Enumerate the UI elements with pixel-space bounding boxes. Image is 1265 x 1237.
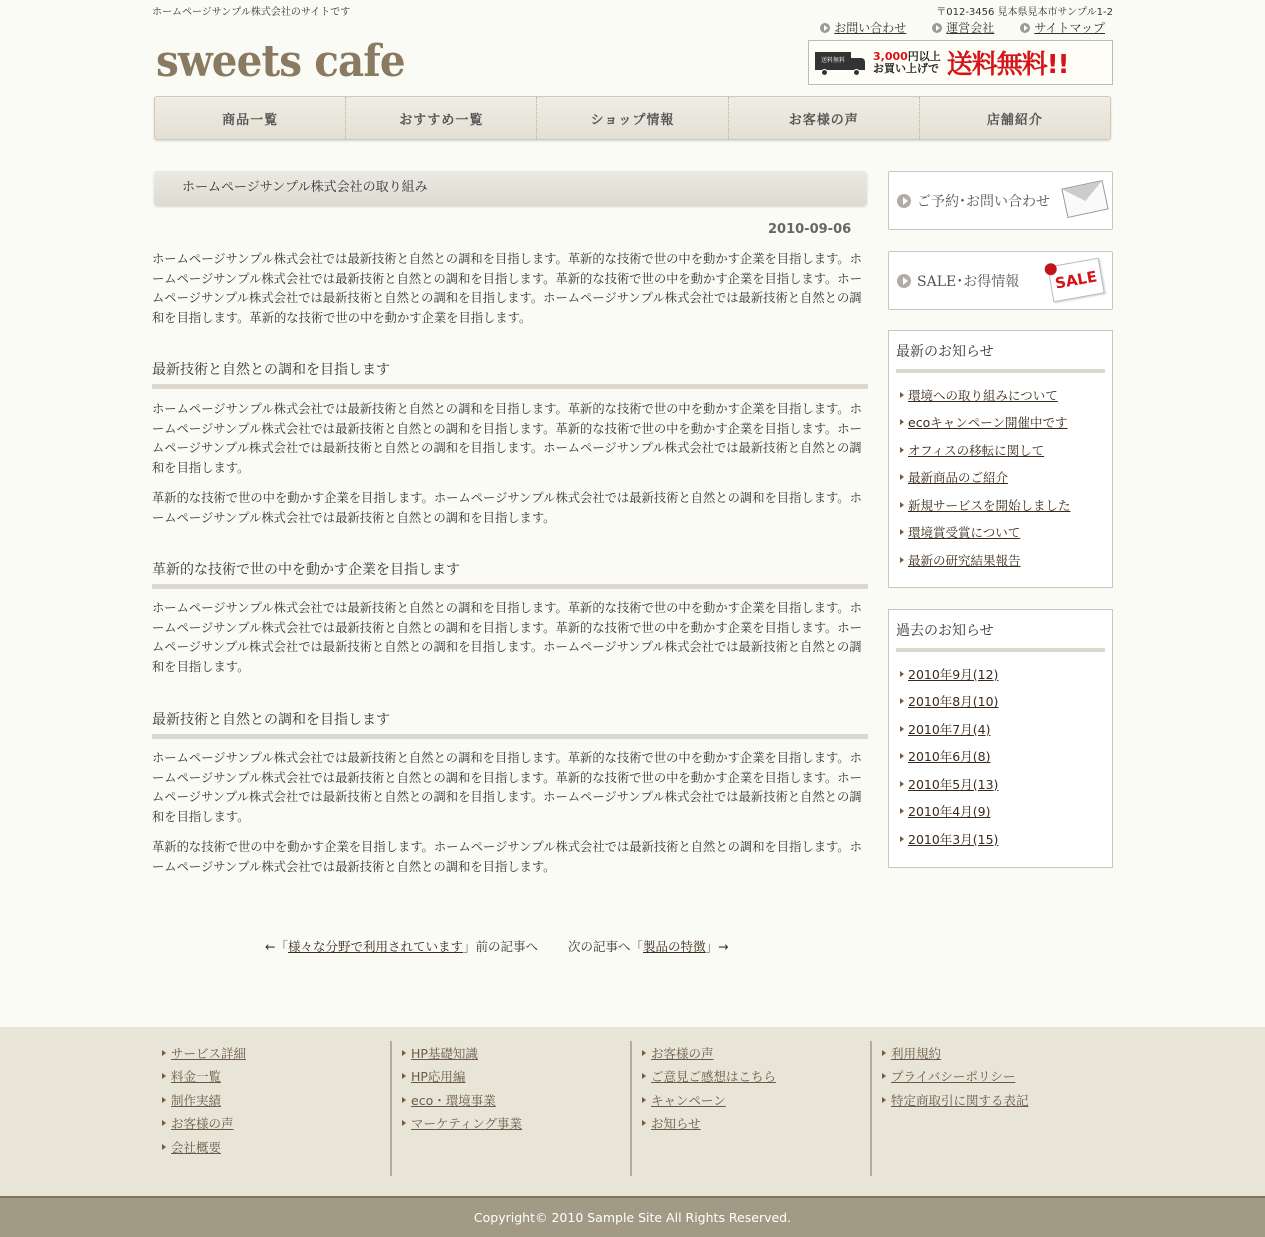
triangle-bullet-icon [900,836,904,842]
latest-news-box [888,330,1113,588]
footer-link-item: eco・環境事業 [402,1088,630,1112]
footer-link-item: HP基礎知識 [402,1041,630,1065]
triangle-bullet-icon [900,502,904,508]
arrow-circle-icon [897,194,911,208]
footer-link-item: 特定商取引に関する表記 [882,1088,1112,1112]
arrow-circle-icon [897,274,911,288]
sale-button[interactable]: SALE･お得情報 SALE [888,251,1113,310]
footer [0,1027,1265,1197]
post-date: 2010-09-06 [768,222,852,237]
triangle-bullet-icon [900,392,904,398]
news-item: 環境への取り組みについて [896,381,1105,409]
archive-item: 2010年7月(4) [896,715,1105,743]
footer-link-item: お客様の声 [162,1112,390,1136]
footer-link-item: ご意見ご感想はこちら [642,1065,870,1089]
triangle-bullet-icon [642,1097,646,1103]
site-logo[interactable]: sweets cafe [156,36,405,87]
footer-column [632,1041,872,1176]
footer-link-item: 利用規約 [882,1041,1112,1065]
nav-store[interactable]: 店舗紹介 [986,112,1043,128]
sale-tag-icon: SALE [1047,258,1104,302]
archive-item: 2010年6月(8) [896,743,1105,771]
news-item: オフィスの移転に関して [896,436,1105,464]
footer-link-item: 料金一覧 [162,1065,390,1089]
arrow-circle-icon [1020,23,1030,33]
triangle-bullet-icon [900,447,904,453]
free-shipping-banner[interactable] [808,40,1113,85]
site-tagline: ホームページサンプル株式会社のサイトです [152,7,351,18]
footer-link-item: サービス詳細 [162,1041,390,1065]
news-item: 新規サービスを開始しました [896,491,1105,519]
nav-products[interactable]: 商品一覧 [155,97,346,139]
news-item: 最新商品のご紹介 [896,464,1105,492]
section-heading: 最新技術と自然との調和を目指します [152,359,868,389]
triangle-bullet-icon [882,1073,886,1079]
nav-recommended[interactable]: おすすめ一覧 [346,97,537,139]
footer-link-item: 会社概要 [162,1135,390,1159]
intro-paragraph: ホームページサンプル株式会社では最新技術と自然との調和を目指します。革新的な技術で世の中を動かす企業を目指します。ホームページサンプル株式会社では最新技術と自然との調和を目指します。革新的な技術で世の中を動かす企業を目指します。ホームページサンプル株式会社では最新技術と自然との調和を目指します。ホームページサンプル株式会社では最新技術と自然との調和を目指します。革新的な技術で世の中を動かす企業を目指します。 [152,252,862,326]
truck-icon: 送料無料 [815,50,867,76]
triangle-bullet-icon [900,474,904,480]
footer-column [392,1041,632,1176]
section-paragraph: 革新的な技術で世の中を動かす企業を目指します。ホームページサンプル株式会社では最新技術と自然との調和を目指します。ホームページサンプル株式会社では最新技術と自然との調和を目指します。 [152,840,862,874]
triangle-bullet-icon [162,1120,166,1126]
footer-link-item: お知らせ [642,1112,870,1136]
nav-voices[interactable]: お客様の声 [729,97,920,139]
post-pager [265,937,729,955]
archive-item: 2010年5月(13) [896,770,1105,798]
next-post-link[interactable]: 製品の特徴 [643,939,706,954]
nav-shop-info[interactable]: ショップ情報 [537,97,728,139]
section-paragraph: ホームページサンプル株式会社では最新技術と自然との調和を目指します。革新的な技術で世の中を動かす企業を目指します。ホームページサンプル株式会社では最新技術と自然との調和を目指します。革新的な技術で世の中を動かす企業を目指します。ホームページサンプル株式会社では最新技術と自然との調和を目指します。ホームページサンプル株式会社では最新技術と自然との調和を目指します。 [152,601,862,675]
footer-column [152,1041,392,1176]
archive-item: 2010年3月(15) [896,825,1105,853]
triangle-bullet-icon [642,1120,646,1126]
section-paragraph: 革新的な技術で世の中を動かす企業を目指します。ホームページサンプル株式会社では最新技術と自然との調和を目指します。ホームページサンプル株式会社では最新技術と自然との調和を目指します。 [152,491,862,525]
next-post: 次の記事へ「製品の特徴」→ [568,939,729,954]
footer-link-item: プライバシーポリシー [882,1065,1112,1089]
footer-link-item: マーケティング事業 [402,1112,630,1136]
footer-link-item: お客様の声 [642,1041,870,1065]
section-paragraph: ホームページサンプル株式会社では最新技術と自然との調和を目指します。革新的な技術で世の中を動かす企業を目指します。ホームページサンプル株式会社では最新技術と自然との調和を目指します。革新的な技術で世の中を動かす企業を目指します。ホームページサンプル株式会社では最新技術と自然との調和を目指します。ホームページサンプル株式会社では最新技術と自然との調和を目指します。 [152,751,862,825]
triangle-bullet-icon [900,726,904,732]
company-link[interactable]: 運営会社 [932,19,994,36]
triangle-bullet-icon [882,1097,886,1103]
archive-title: 過去のお知らせ [896,620,1105,652]
triangle-bullet-icon [402,1097,406,1103]
section-heading: 最新技術と自然との調和を目指します [152,709,868,739]
triangle-bullet-icon [162,1073,166,1079]
prev-post: ←「様々な分野で利用されています」前の記事へ [265,939,539,954]
triangle-bullet-icon [402,1073,406,1079]
banner-headline: 送料無料!! [946,50,1069,80]
triangle-bullet-icon [162,1097,166,1103]
contact-button[interactable]: ご予約･お問い合わせ [888,171,1113,230]
prev-post-link[interactable]: 様々な分野で利用されています [287,939,463,954]
global-nav [154,96,1111,140]
latest-news-title: 最新のお知らせ [896,341,1105,373]
triangle-bullet-icon [900,781,904,787]
section-paragraph: ホームページサンプル株式会社では最新技術と自然との調和を目指します。革新的な技術で世の中を動かす企業を目指します。ホームページサンプル株式会社では最新技術と自然との調和を目指します。革新的な技術で世の中を動かす企業を目指します。ホームページサンプル株式会社では最新技術と自然との調和を目指します。ホームページサンプル株式会社では最新技術と自然との調和を目指します。 [152,402,862,476]
news-item: 最新の研究結果報告 [896,546,1105,574]
triangle-bullet-icon [900,698,904,704]
section-heading: 革新的な技術で世の中を動かす企業を目指します [152,559,868,589]
contact-link[interactable]: お問い合わせ [820,19,906,36]
triangle-bullet-icon [900,808,904,814]
footer-column [872,1041,1112,1176]
triangle-bullet-icon [642,1050,646,1056]
triangle-bullet-icon [900,671,904,677]
triangle-bullet-icon [402,1120,406,1126]
banner-condition: 3,000円以上 お買い上げで [873,49,941,75]
triangle-bullet-icon [900,557,904,563]
triangle-bullet-icon [402,1050,406,1056]
footer-link-item: キャンペーン [642,1088,870,1112]
triangle-bullet-icon [900,529,904,535]
copyright: Copyright© 2010 Sample Site All Rights Reserved. [0,1196,1265,1237]
news-item: ecoキャンペーン開催中です [896,409,1105,437]
triangle-bullet-icon [162,1144,166,1150]
arrow-circle-icon [932,23,942,33]
triangle-bullet-icon [900,419,904,425]
top-links [820,19,1105,36]
archive-box [888,609,1113,868]
triangle-bullet-icon [642,1073,646,1079]
page-title: ホームページサンプル株式会社の取り組み [154,171,867,206]
company-address: 〒012-3456 見本県見本市サンプル1-2 [936,7,1113,18]
triangle-bullet-icon [900,753,904,759]
footer-link-item: 制作実績 [162,1088,390,1112]
triangle-bullet-icon [882,1050,886,1056]
sitemap-link[interactable]: サイトマップ [1020,19,1105,36]
arrow-circle-icon [820,23,830,33]
news-item: 環境賞受賞について [896,519,1105,547]
footer-link-item: HP応用編 [402,1065,630,1089]
envelope-icon [1061,180,1108,218]
archive-item: 2010年4月(9) [896,798,1105,826]
triangle-bullet-icon [162,1050,166,1056]
archive-item: 2010年9月(12) [896,660,1105,688]
archive-item: 2010年8月(10) [896,688,1105,716]
